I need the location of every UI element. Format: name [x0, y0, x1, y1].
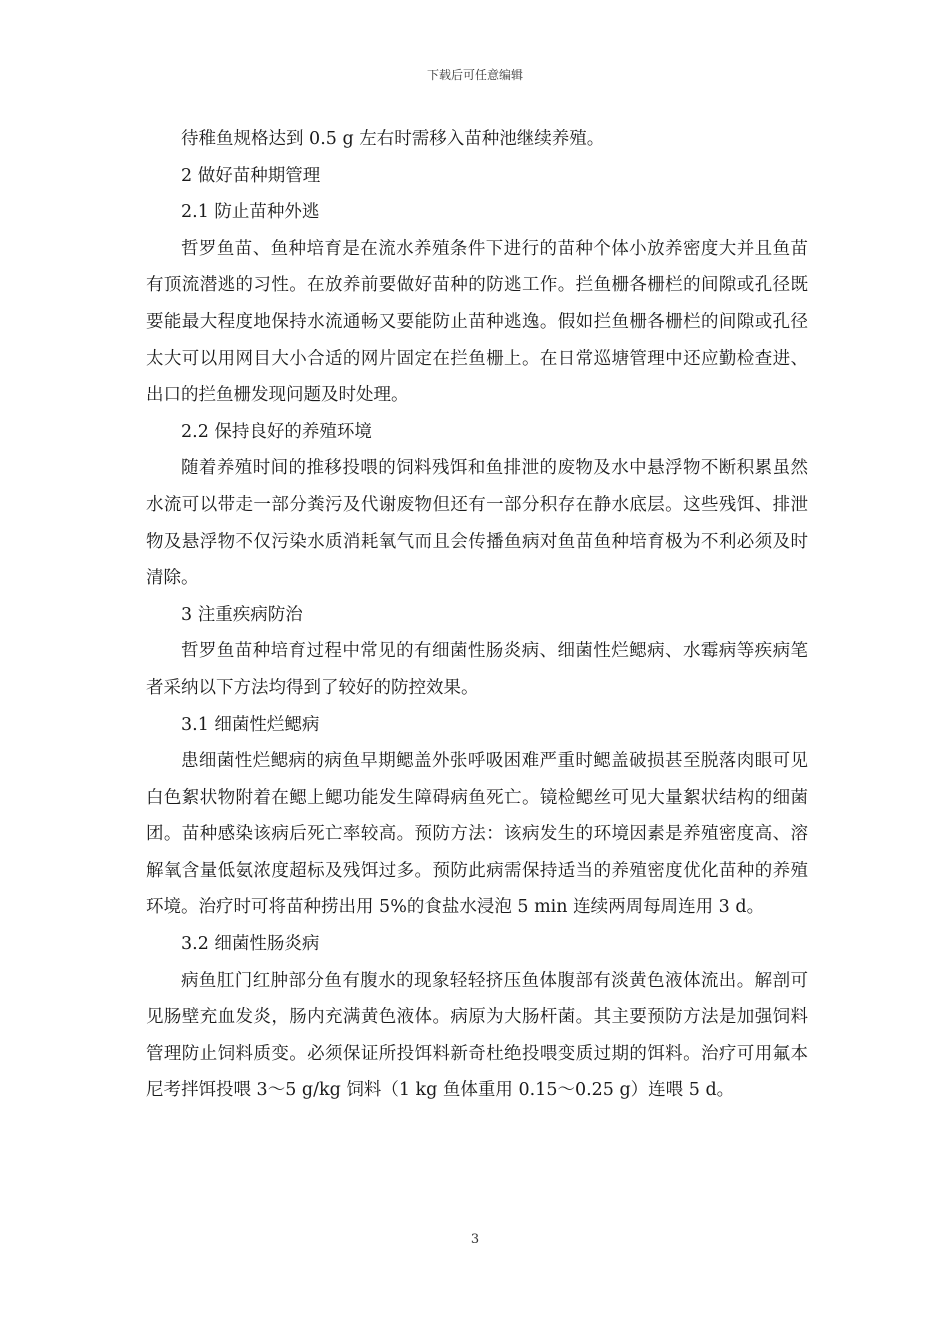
- page-header: 下载后可任意编辑: [426, 68, 523, 82]
- paragraph: 患细菌性烂鳃病的病鱼早期鳃盖外张呼吸困难严重时鳃盖破损甚至脱落肉眼可见白色絮状物附着在鳃上鳃功能发生障碍病鱼死亡。镜检鳃丝可见大量絮状结构的细菌团。苗种感染该病后死亡率较高。预防方法：该病发生的环境因素是养殖密度高、溶解氧含量低氨浓度超标及残饵过多。预防此病需保持适当的养殖密度优化苗种的养殖环境。治疗时可将苗种捞出用 5%的食盐水浸泡 5 min 连续两周每周连用 3 d。: [146, 751, 808, 918]
- paragraph: 随着养殖时间的推移投喂的饲料残饵和鱼排泄的废物及水中悬浮物不断积累虽然水流可以带走一部分粪污及代谢废物但还有一部分积存在静水底层。这些残饵、排泄物及悬浮物不仅污染水质消耗氧气而且会传播鱼病对鱼苗鱼种培育极为不利必须及时清除。: [146, 458, 808, 589]
- paragraph: 病鱼肛门红肿部分鱼有腹水的现象轻轻挤压鱼体腹部有淡黄色液体流出。解剖可见肠壁充血发炎，肠内充满黄色液体。病原为大肠杆菌。其主要预防方法是加强饲料管理防止饲料质变。必须保证所投饵料新奇杜绝投喂变质过期的饵料。治疗可用氟本尼考拌饵投喂 3～5 g/kg 饲料（1 kg 鱼体重用 0.15～0.25 g）连喂 5 d。: [146, 970, 808, 1101]
- page-number: 3: [470, 1232, 480, 1247]
- subsection-heading: 3.1 细菌性烂鳃病: [181, 714, 320, 735]
- paragraph: 待稚鱼规格达到 0.5 g 左右时需移入苗种池继续养殖。: [181, 129, 605, 149]
- section-heading: 2 做好苗种期管理: [181, 165, 321, 186]
- paragraph: 哲罗鱼苗种培育过程中常见的有细菌性肠炎病、细菌性烂鳃病、水霉病等疾病笔者采纳以下方法均得到了较好的防控效果。: [146, 641, 808, 698]
- subsection-heading: 2.2 保持良好的养殖环境: [181, 421, 372, 442]
- paragraph: 哲罗鱼苗、鱼种培育是在流水养殖条件下进行的苗种个体小放养密度大并且鱼苗有顶流潜逃的习性。在放养前要做好苗种的防逃工作。拦鱼栅各栅栏的间隙或孔径既要能最大程度地保持水流通畅又要能防止苗种逃逸。假如拦鱼栅各栅栏的间隙或孔径太大可以用网目大小合适的网片固定在拦鱼栅上。在日常巡塘管理中还应勤检查进、出口的拦鱼栅发现问题及时处理。: [146, 238, 808, 406]
- body-text: [146, 121, 808, 1109]
- section-heading: 3 注重疾病防治: [181, 604, 303, 625]
- subsection-heading: 2.1 防止苗种外逃: [181, 202, 320, 223]
- subsection-heading: 3.2 细菌性肠炎病: [181, 934, 320, 955]
